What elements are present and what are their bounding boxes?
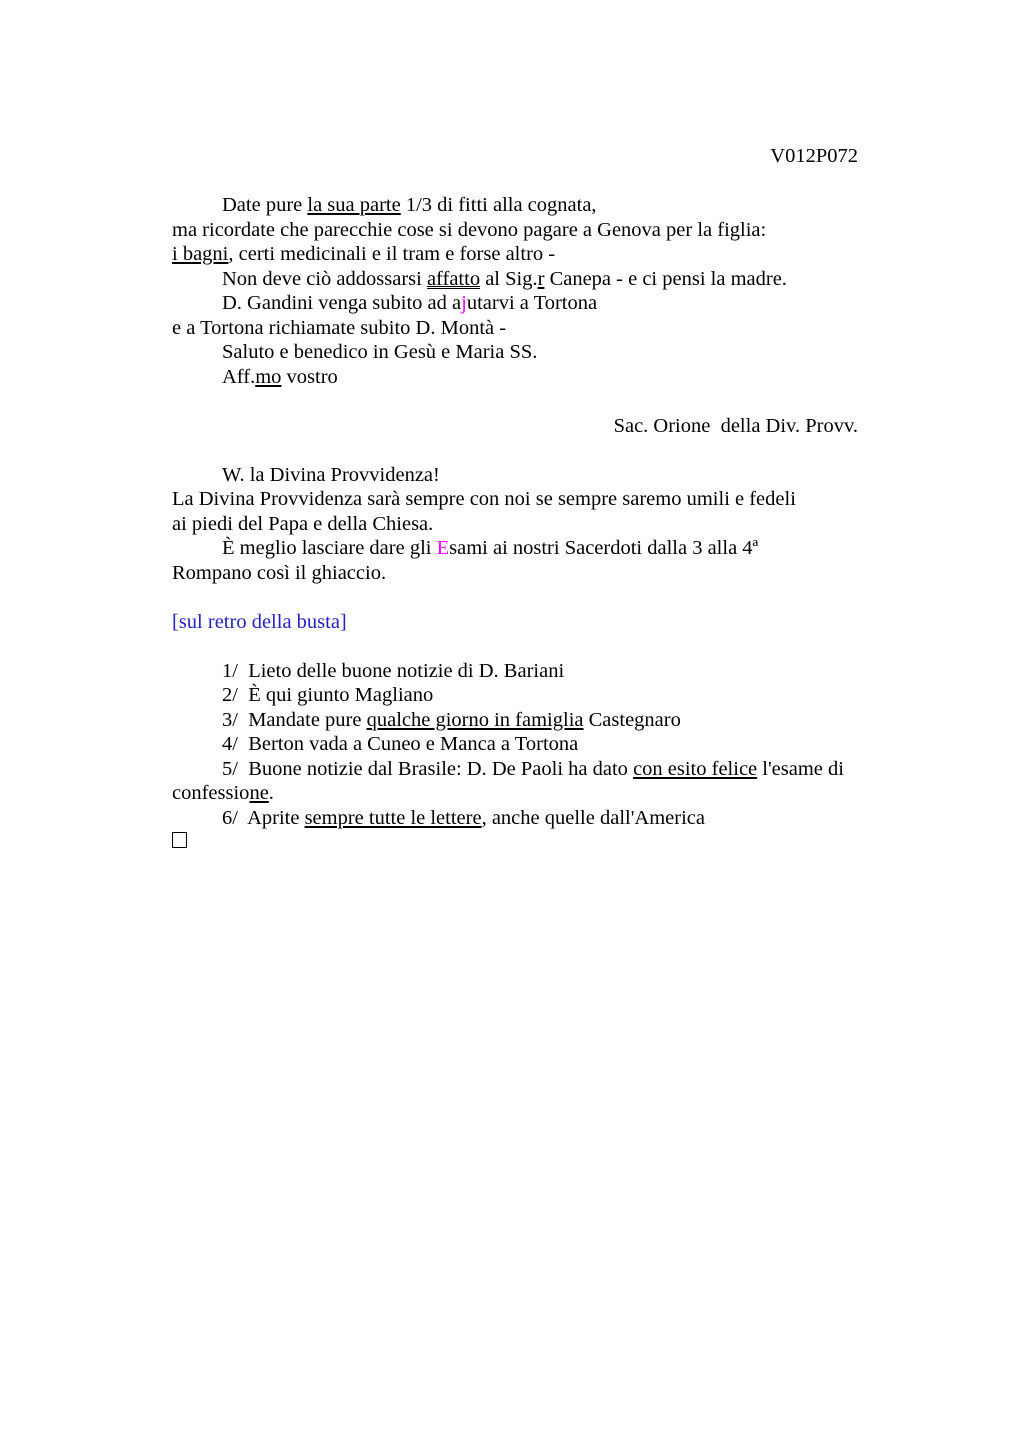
text-segment: con esito felice <box>633 757 758 780</box>
text-segment: , anche quelle dall'America <box>481 806 705 829</box>
blank-line <box>172 634 858 659</box>
text-segment: r <box>537 267 545 290</box>
text-segment: Canepa - e ci pensi la madre. <box>544 267 787 290</box>
text-segment: l'esame di <box>757 757 844 780</box>
text-line <box>172 242 858 267</box>
text-segment: 1/ Lieto delle buone notizie di D. Bariani <box>222 659 565 682</box>
blank-line <box>172 438 858 463</box>
text-line <box>172 218 858 243</box>
text-line <box>172 659 858 684</box>
text-segment: e a Tortona richiamate subito D. Montà - <box>172 316 507 339</box>
text-segment: La Divina Provvidenza sarà sempre con noi se sempre saremo umili e fedeli <box>172 488 796 510</box>
text-segment: Aff. <box>222 365 256 388</box>
text-segment: , certi medicinali e il tram e forse altro - <box>228 243 556 265</box>
blank-line <box>172 585 858 610</box>
text-segment: i bagni <box>172 243 229 265</box>
text-line <box>172 512 858 537</box>
text-line <box>172 291 858 316</box>
text-segment: 2/ È qui giunto Magliano <box>222 684 434 706</box>
text-segment: sempre tutte le lettere <box>304 806 482 829</box>
text-segment: confessio <box>172 782 250 804</box>
text-line <box>172 610 858 635</box>
text-line <box>172 365 858 390</box>
text-segment: la sua parte <box>307 194 401 216</box>
page-code: V012P072 <box>770 145 858 167</box>
text-segment: mo <box>255 365 282 388</box>
text-line <box>172 414 858 439</box>
text-segment: Saluto e benedico in Gesù e Maria SS. <box>222 341 538 363</box>
text-line <box>172 806 858 831</box>
text-segment: qualche giorno in famiglia <box>366 708 584 731</box>
text-segment: ne <box>249 782 269 804</box>
text-line <box>172 340 858 365</box>
text-line <box>172 536 858 561</box>
text-line <box>172 267 858 292</box>
text-segment: D. Gandini venga subito ad a <box>222 292 462 314</box>
text-segment: 5/ Buone notizie dal Brasile: D. De Paoli ha dato <box>222 757 634 780</box>
text-line <box>172 757 858 782</box>
text-line <box>172 781 858 806</box>
text-line <box>172 487 858 512</box>
text-segment: W. la Divina Provvidenza! <box>222 463 440 486</box>
text-line <box>172 463 858 488</box>
text-segment: Non deve ciò addossarsi <box>222 267 427 290</box>
text-segment: sami ai nostri Sacerdoti dalla 3 alla 4ª <box>449 537 759 559</box>
text-line <box>172 193 858 218</box>
text-segment: affatto <box>426 267 481 290</box>
text-segment: E <box>436 537 450 559</box>
text-segment: 6/ Aprite <box>222 806 305 829</box>
text-segment: Castegnaro <box>583 708 681 731</box>
text-segment: vostro <box>281 365 338 388</box>
text-line <box>172 561 858 586</box>
text-line <box>172 732 858 757</box>
text-segment: ai piedi del Papa e della Chiesa. <box>172 512 434 535</box>
text-segment: . <box>268 782 274 804</box>
text-line <box>172 683 858 708</box>
text-line <box>172 316 858 341</box>
text-segment: 3/ Mandate pure <box>222 708 367 731</box>
empty-checkbox-icon <box>172 832 187 848</box>
text-segment: j <box>461 292 467 314</box>
letter-lines <box>172 169 858 855</box>
text-segment: Date pure <box>222 194 308 216</box>
text-segment: [sul retro della busta] <box>172 610 347 633</box>
text-segment: Sac. Orione della Div. Provv. <box>613 414 858 437</box>
text-segment: Rompano così il ghiaccio. <box>172 561 387 584</box>
text-segment: È meglio lasciare dare gli <box>222 537 437 559</box>
text-segment: al Sig. <box>480 267 538 290</box>
text-segment: ma ricordate che parecchie cose si devono pagare a Genova per la figlia: <box>172 218 767 241</box>
text-segment: 1/3 di fitti alla cognata, <box>400 194 597 216</box>
blank-line <box>172 389 858 414</box>
text-line <box>172 708 858 733</box>
blank-line <box>172 169 858 194</box>
text-segment: utarvi a Tortona <box>466 292 598 314</box>
text-segment: 4/ Berton vada a Cuneo e Manca a Tortona <box>222 733 579 755</box>
checkbox-line <box>172 830 858 855</box>
